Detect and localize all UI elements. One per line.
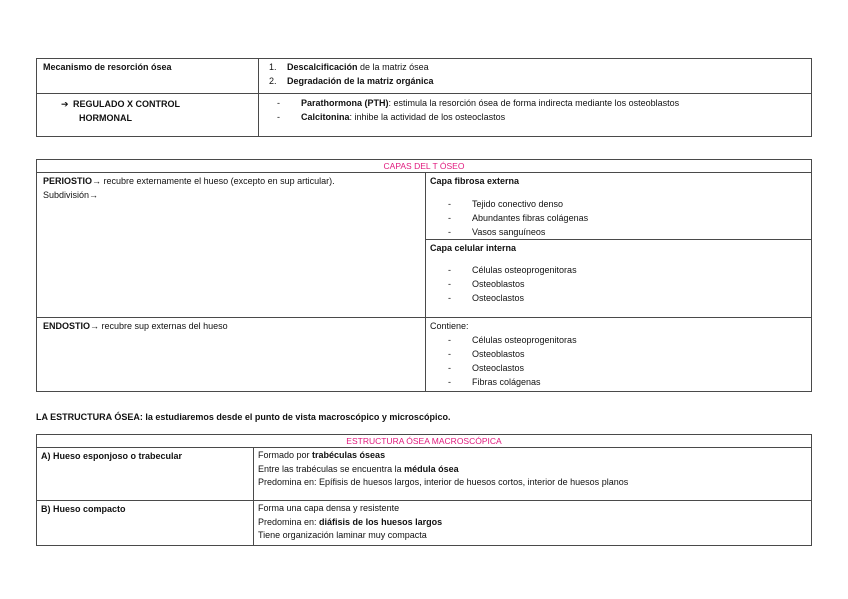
bullet-arrow-icon: ➔: [61, 99, 69, 109]
fibrosa-cell: [426, 173, 812, 240]
list-item: - Osteoclastos: [448, 363, 525, 373]
list-item: - Osteoblastos: [448, 349, 525, 359]
fibrosa-title: Capa fibrosa externa: [430, 176, 520, 186]
spongy-label-cell: [37, 448, 254, 501]
spongy-line: Formado por trabéculas óseas: [258, 450, 386, 460]
compact-label-cell: [37, 501, 254, 546]
resorption-table: [36, 58, 812, 137]
endostio-list: [430, 333, 811, 389]
mechanism-steps-cell: [259, 59, 812, 94]
macroscopic-table: [36, 434, 812, 546]
list-item: - Osteoblastos: [448, 279, 525, 289]
list-item: - Células osteoprogenitoras: [448, 335, 577, 345]
compact-label: B) Hueso compacto: [41, 504, 126, 514]
endostio-cell: [37, 317, 426, 391]
compact-line: Tiene organización laminar muy compacta: [258, 530, 427, 540]
endostio-contents-cell: [426, 317, 812, 391]
hormone-item: - Parathormona (PTH): estimula la resorción ósea de forma indirecta mediante los osteoblastos: [277, 98, 680, 108]
spongy-label: A) Hueso esponjoso o trabecular: [41, 451, 183, 461]
spongy-line: Predomina en: Epífisis de huesos largos, interior de huesos cortos, interior de huesos planos: [258, 477, 629, 487]
spongy-description-cell: [254, 448, 812, 501]
list-item: - Vasos sanguíneos: [448, 226, 546, 237]
step-item: 2. Degradación de la matriz orgánica: [269, 75, 434, 86]
arrow-icon: →: [89, 189, 99, 200]
celular-title: Capa celular interna: [430, 242, 517, 253]
compact-line: Predomina en: diáfisis de los huesos largos: [258, 516, 443, 527]
subdivision-label: Subdivisión→: [43, 189, 99, 200]
macro-title: ESTRUCTURA ÓSEA MACROSCÓPICA: [37, 435, 812, 448]
celular-list: [430, 263, 811, 305]
compact-description-cell: [254, 501, 812, 546]
arrow-icon: →: [90, 320, 100, 331]
layers-title: CAPAS DEL T ÓSEO: [37, 160, 812, 173]
control-label-cell: ➔ REGULADO X CONTROL HORMONAL: [37, 94, 259, 137]
list-item: - Abundantes fibras colágenas: [448, 212, 589, 223]
compact-line: Forma una capa densa y resistente: [258, 503, 400, 513]
control-label: ➔ REGULADO X CONTROL: [61, 98, 258, 112]
endostio-description: ENDOSTIO→ recubre sup externas del hueso: [43, 320, 228, 331]
list-item: - Células osteoprogenitoras: [448, 265, 577, 275]
celular-cell: [426, 239, 812, 317]
mechanism-label: Mecanismo de resorción ósea: [43, 62, 172, 72]
fibrosa-list: [430, 197, 811, 239]
hormone-item: - Calcitonina: inhibe la actividad de los osteoclastos: [277, 111, 506, 122]
bone-layers-table: [36, 159, 812, 392]
list-item: - Fibras colágenas: [448, 377, 541, 387]
contiene-label: Contiene:: [430, 320, 469, 331]
mechanism-label-cell: [37, 59, 259, 94]
spongy-line: Entre las trabéculas se encuentra la médula ósea: [258, 463, 459, 474]
structure-heading: LA ESTRUCTURA ÓSEA: la estudiaremos desde el punto de vista macroscópico y microscópico.: [36, 412, 451, 422]
step-item: 1. Descalcificación de la matriz ósea: [269, 62, 429, 72]
periostio-description: PERIOSTIO→ recubre externamente el hueso (excepto en sup articular).: [43, 176, 335, 186]
periostio-cell: [37, 173, 426, 318]
list-item: - Tejido conectivo denso: [448, 198, 564, 209]
list-item: - Osteoclastos: [448, 293, 525, 303]
arrow-icon: →: [92, 176, 102, 186]
hormones-cell: [259, 94, 812, 137]
